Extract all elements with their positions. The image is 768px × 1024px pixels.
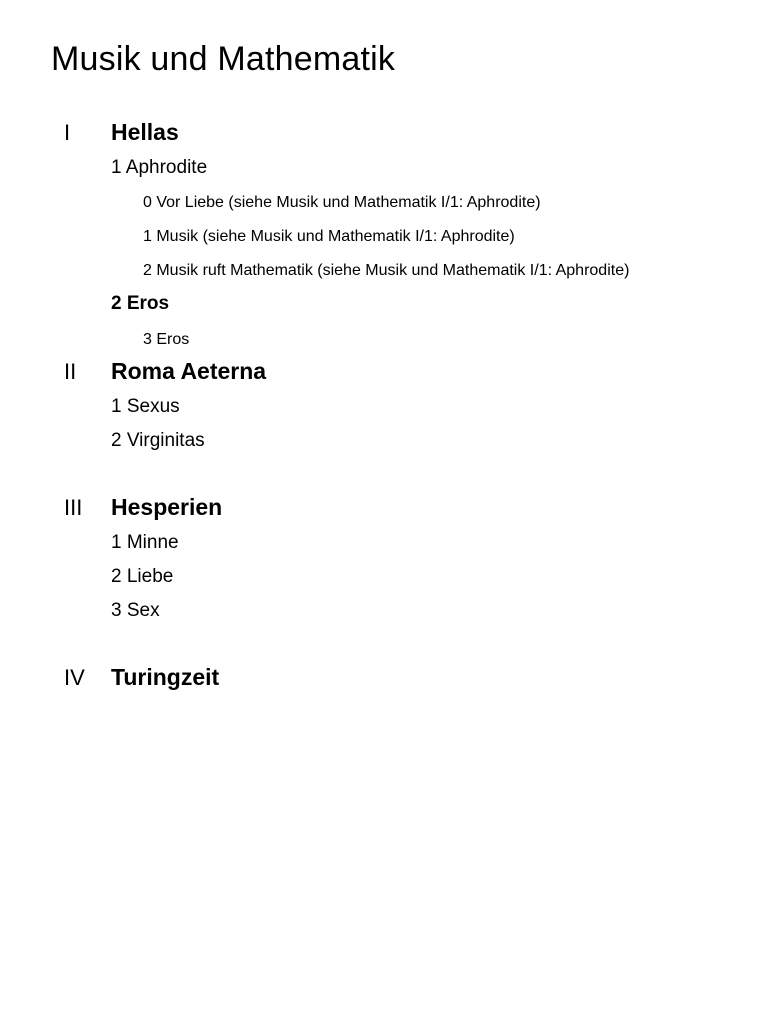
section-eros[interactable]: 3 Eros [143,331,190,348]
chapter-liebe[interactable]: 2 Liebe [111,566,174,587]
part-title-turingzeit[interactable]: Turingzeit [111,664,220,690]
chapter-eros[interactable]: 2 Eros [111,293,170,314]
chapter-virginitas[interactable]: 2 Virginitas [111,430,205,451]
section-vor-liebe[interactable]: 0 Vor Liebe (siehe Musik und Mathematik I/1: Aphrodite) [143,194,541,211]
page-title: Musik und Mathematik [51,39,396,78]
part-numeral-2: II [64,359,77,384]
part-title-hesperien[interactable]: Hesperien [111,494,223,520]
chapter-sexus[interactable]: 1 Sexus [111,396,180,417]
part-title-roma-aeterna[interactable]: Roma Aeterna [111,358,267,384]
part-numeral-1: I [64,120,71,145]
section-musik[interactable]: 1 Musik (siehe Musik und Mathematik I/1: Aphrodite) [143,228,515,245]
chapter-minne[interactable]: 1 Minne [111,532,179,553]
part-numeral-3: III [64,495,83,520]
chapter-sex[interactable]: 3 Sex [111,600,160,621]
section-musik-ruft-mathematik[interactable]: 2 Musik ruft Mathematik (siehe Musik und Mathematik I/1: Aphrodite) [143,262,630,279]
chapter-aphrodite[interactable]: 1 Aphrodite [111,157,208,178]
part-title-hellas[interactable]: Hellas [111,119,179,145]
part-numeral-4: IV [64,665,85,690]
